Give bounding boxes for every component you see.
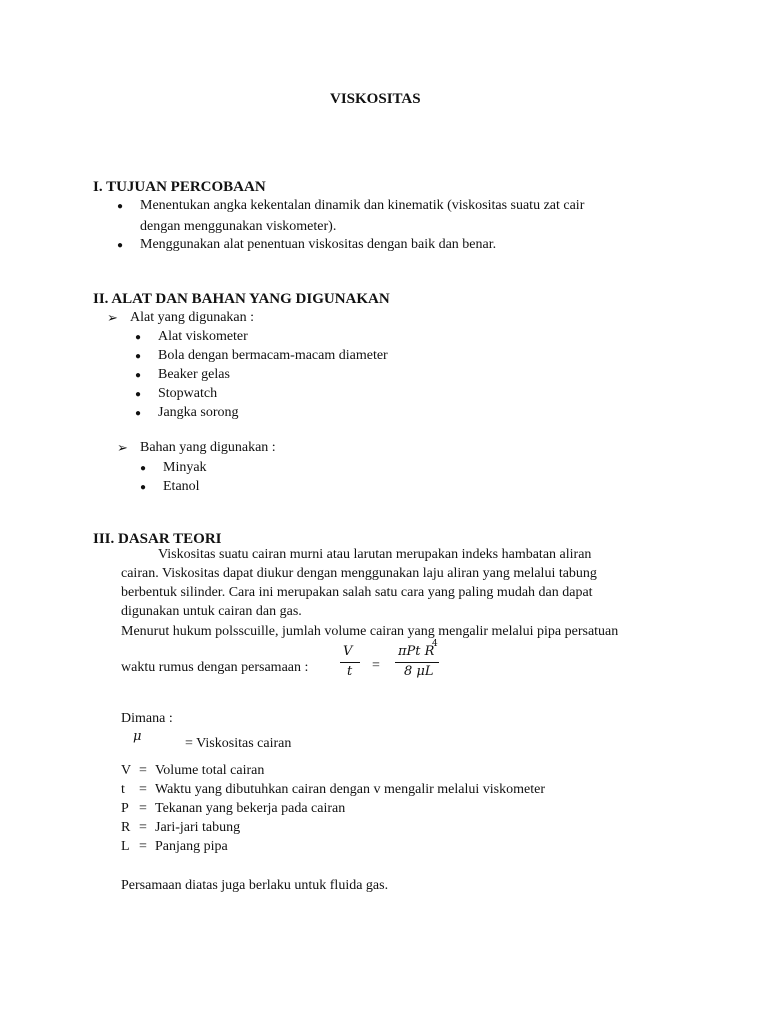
- list-item: Etanol: [163, 479, 200, 494]
- var-description: Tekanan yang bekerja pada cairan: [155, 801, 346, 816]
- var-description: Panjang pipa: [155, 839, 228, 854]
- formula-rhs-numerator: πPt R: [398, 644, 435, 659]
- paragraph-line: Menurut hukum polsscuille, jumlah volume cairan yang mengalir melalui pipa persatuan: [121, 624, 619, 639]
- section-heading-dasar-teori: III. DASAR TEORI: [93, 531, 222, 547]
- paragraph-line: cairan. Viskositas dapat diukur dengan menggunakan laju aliran yang melalui tabung: [121, 566, 597, 581]
- bullet-dot-icon: ●: [135, 408, 142, 419]
- bullet-dot-icon: ●: [135, 332, 142, 343]
- formula-intro: waktu rumus dengan persamaan :: [121, 660, 309, 675]
- var-equals: =: [139, 782, 147, 797]
- list-item: Menentukan angka kekentalan dinamik dan kinematik (viskositas suatu zat cair: [140, 198, 585, 213]
- mu-definition: = Viskositas cairan: [185, 736, 292, 751]
- materials-label: Bahan yang digunakan :: [140, 440, 276, 455]
- formula-lhs-numerator: V: [343, 644, 353, 659]
- mu-symbol: μ: [133, 729, 142, 744]
- list-item-continuation: dengan menggunakan viskometer).: [140, 219, 337, 234]
- bullet-dot-icon: ●: [135, 370, 142, 381]
- bullet-dot-icon: ●: [140, 482, 147, 493]
- formula-lhs-fraction-bar: [340, 662, 360, 663]
- bullet-dot-icon: ●: [135, 389, 142, 400]
- bullet-dot-icon: ●: [140, 463, 147, 474]
- var-description: Volume total cairan: [155, 763, 265, 778]
- paragraph-line: digunakan untuk cairan dan gas.: [121, 604, 302, 619]
- var-symbol: P: [121, 801, 129, 816]
- var-description: Jari-jari tabung: [155, 820, 241, 835]
- paragraph-line: Viskositas suatu cairan murni atau larutan merupakan indeks hambatan aliran: [158, 547, 592, 562]
- var-equals: =: [139, 763, 147, 778]
- bullet-dot-icon: ●: [117, 201, 124, 212]
- tools-label: Alat yang digunakan :: [130, 310, 255, 325]
- var-symbol: t: [121, 782, 125, 797]
- dimana-label: Dimana :: [121, 711, 173, 726]
- list-item: Stopwatch: [158, 386, 218, 401]
- list-item: Jangka sorong: [158, 405, 239, 420]
- var-symbol: V: [121, 763, 132, 778]
- formula-rhs-fraction-bar: [395, 662, 439, 663]
- bullet-dot-icon: ●: [117, 240, 124, 251]
- list-item: Bola dengan bermacam-macam diameter: [158, 348, 388, 363]
- list-item: Menggunakan alat penentuan viskositas dengan baik dan benar.: [140, 237, 497, 252]
- var-equals: =: [139, 820, 147, 835]
- var-equals: =: [139, 839, 147, 854]
- closing-paragraph: Persamaan diatas juga berlaku untuk fluida gas.: [121, 878, 389, 893]
- formula-rhs-exponent: 4: [432, 639, 438, 649]
- bullet-dot-icon: ●: [135, 351, 142, 362]
- formula-lhs-denominator: t: [347, 664, 353, 679]
- list-item: Alat viskometer: [158, 329, 248, 344]
- formula-rhs-denominator: 8 μL: [404, 664, 434, 679]
- paragraph-line: berbentuk silinder. Cara ini merupakan salah satu cara yang paling mudah dan dapat: [121, 585, 593, 600]
- list-item: Beaker gelas: [158, 367, 230, 382]
- var-description: Waktu yang dibutuhkan cairan dengan v mengalir melalui viskometer: [155, 782, 545, 797]
- section-heading-tujuan: I. TUJUAN PERCOBAAN: [93, 179, 266, 195]
- var-equals: =: [139, 801, 147, 816]
- var-symbol: L: [121, 839, 130, 854]
- arrow-bullet-icon: ➢: [117, 440, 128, 455]
- section-heading-alat-bahan: II. ALAT DAN BAHAN YANG DIGUNAKAN: [93, 291, 390, 307]
- list-item: Minyak: [163, 460, 207, 475]
- var-symbol: R: [121, 820, 131, 835]
- page-title: VISKOSITAS: [330, 91, 421, 107]
- arrow-bullet-icon: ➢: [107, 310, 118, 325]
- formula-equals: =: [372, 658, 380, 673]
